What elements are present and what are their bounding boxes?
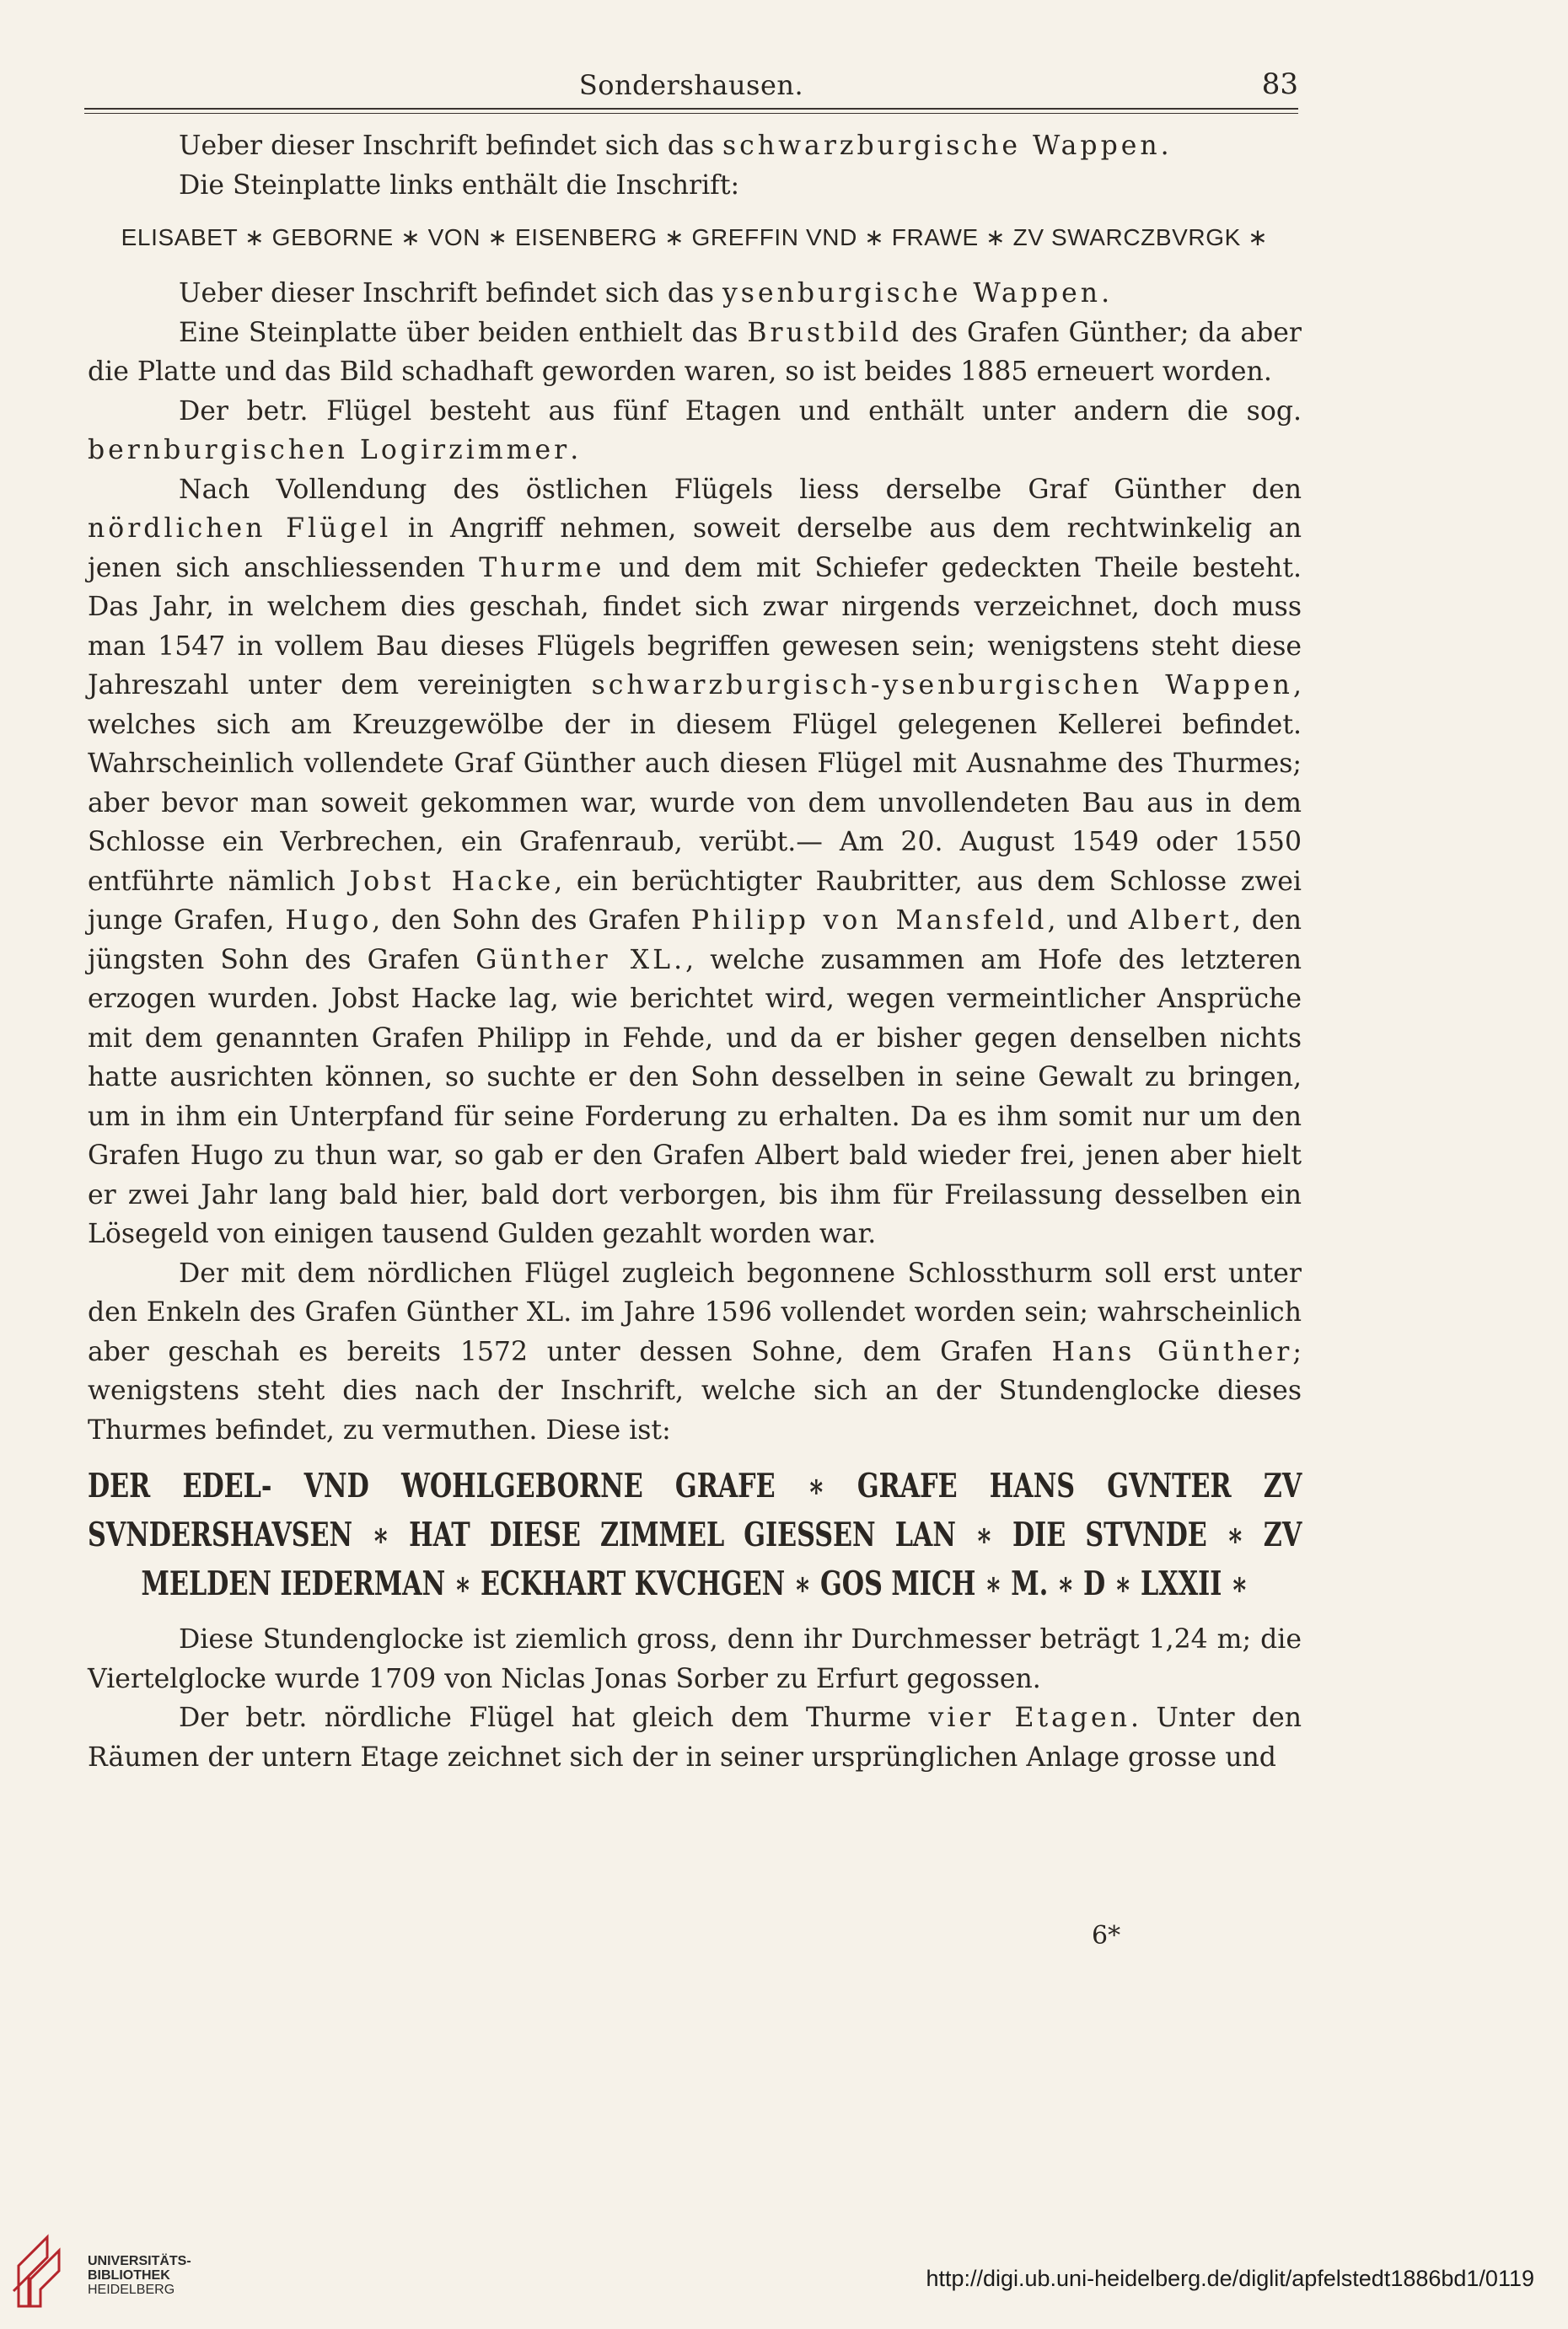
digitization-footer (0, 2225, 1568, 2329)
paragraph: Diese Stundenglocke ist ziemlich gross, denn ihr Durchmesser beträgt 1,24 m; die Viertelglocke wurde 1709 von Niclas Jonas Sorber zu Erfurt gegossen. (88, 1624, 1302, 1694)
paragraph: Nach Vollendung des östlichen Flügels liess derselbe Graf Günther den nördlichen Flügel in Angriff nehmen, soweit derselbe aus dem rechtwinkelig an jenen sich anschliessenden Thurme und dem mit Schiefer gedeckten Theile besteht. Das Jahr, in welchem dies geschah, findet sich zwar nirgends verzeichnet, doch muss man 1547 in vollem Bau dieses Flügels begriffen gewesen sein; wenigstens steht diese Jahreszahl unter dem vereinigten schwarzburgisch-ysenburgischen Wappen, welches sich am Kreuzgewölbe der in diesem Flügel gelegenen Kellerei befindet. Wahrscheinlich vollendete Graf Günther auch diesen Flügel mit Ausnahme des Thurmes; aber bevor man soweit gekommen war, wurde von dem unvollendeten Bau aus in dem Schlosse ein Verbrechen, ein Grafenraub, verübt.— Am 20. August 1549 oder 1550 entführte nämlich Jobst Hacke, ein berüchtigter Raubritter, aus dem Schlosse zwei junge Grafen, Hugo, den Sohn des Grafen Philipp von Mansfeld, und Albert, den jüngsten Sohn des Grafen Günther XL., welche zusammen am Hofe des letzteren erzogen wurden. Jobst Hacke lag, wie berichtet wird, wegen vermeintlicher Ansprüche mit dem genannten Grafen Philipp in Fehde, und da er bisher gegen denselben nichts hatte ausrichten können, so suchte er den Sohn desselben in seine Gewalt zu bringen, um in ihm ein Unterpfand für seine Forderung zu erhalten. Da es ihm somit nur um den Grafen Hugo zu thun war, so gab er den Grafen Albert bald wieder frei, jenen aber hielt er zwei Jahr lang bald hier, bald dort verborgen, bis ihm für Freilassung desselben ein Lösegeld von einigen tausend Gulden gezahlt worden war. (88, 474, 1302, 1249)
signature-mark: 6* (1092, 1921, 1121, 1951)
paragraph: Der betr. Flügel besteht aus fünf Etagen und enthält unter andern die sog. bernburgischen Logirzimmer. (88, 395, 1302, 465)
paragraph: Ueber dieser Inschrift befindet sich das schwarzburgische Wappen. (179, 131, 1169, 161)
paragraph: Der mit dem nördlichen Flügel zugleich begonnene Schlossthurm soll erst unter den Enkeln des Grafen Günther XL. im Jahre 1596 vollendet worden sein; wahrscheinlich aber geschah es bereits 1572 unter dessen Sohne, dem Grafen Hans Günther; wenigstens steht dies nach der Inschrift, welche sich an der Stundenglocke dieses Thurmes befindet, zu vermuthen. Diese ist: (88, 1258, 1302, 1446)
inscription-elisabet: ELISABET ∗ GEBORNE ∗ VON ∗ EISENBERG ∗ GREFFIN VND ∗ FRAWE ∗ ZV SWARCZBVRGK ∗ (121, 224, 1269, 250)
header-rule (84, 108, 1298, 110)
body-text (88, 126, 1302, 1777)
paragraph: Eine Steinplatte über beiden enthielt das Brustbild des Grafen Günther; da aber die Platte und das Bild schadhaft geworden waren, so ist beides 1885 erneuert worden. (88, 317, 1302, 387)
permalink[interactable]: http://digi.ub.uni-heidelberg.de/diglit/apfelstedt1886bd1/0119 (926, 2266, 1534, 2291)
header-rule-thin (84, 113, 1298, 114)
running-header (84, 62, 1298, 105)
library-logo-icon (10, 2232, 72, 2308)
paragraph: Die Steinplatte links enthält die Inschrift: (179, 169, 740, 201)
paragraph: Ueber dieser Inschrift befindet sich das ysenburgische Wappen. (179, 278, 1110, 309)
library-name: UNIVERSITÄTS- BIBLIOTHEK HEIDELBERG (88, 2254, 191, 2297)
inscription-bell: DER EDEL- VND WOHLGEBORNE GRAFE ∗ GRAFE HANS GVNTER ZV SVNDERSHAVSEN ∗ HAT DIESE ZIMMEL GIESSEN LAN ∗ DIE STVNDE ∗ ZV MELDEN IEDERMAN ∗ ECKHART KVCHGEN ∗ GOS MICH ∗ M. ∗ D ∗ LXXII ∗ (88, 1467, 1302, 1603)
paragraph: Der betr. nördliche Flügel hat gleich dem Thurme vier Etagen. Unter den Räumen der untern Etage zeichnet sich der in seiner ursprünglichen Anlage grosse und (88, 1703, 1302, 1773)
running-title: Sondershausen. (578, 69, 804, 101)
page-number: 83 (1261, 67, 1298, 101)
